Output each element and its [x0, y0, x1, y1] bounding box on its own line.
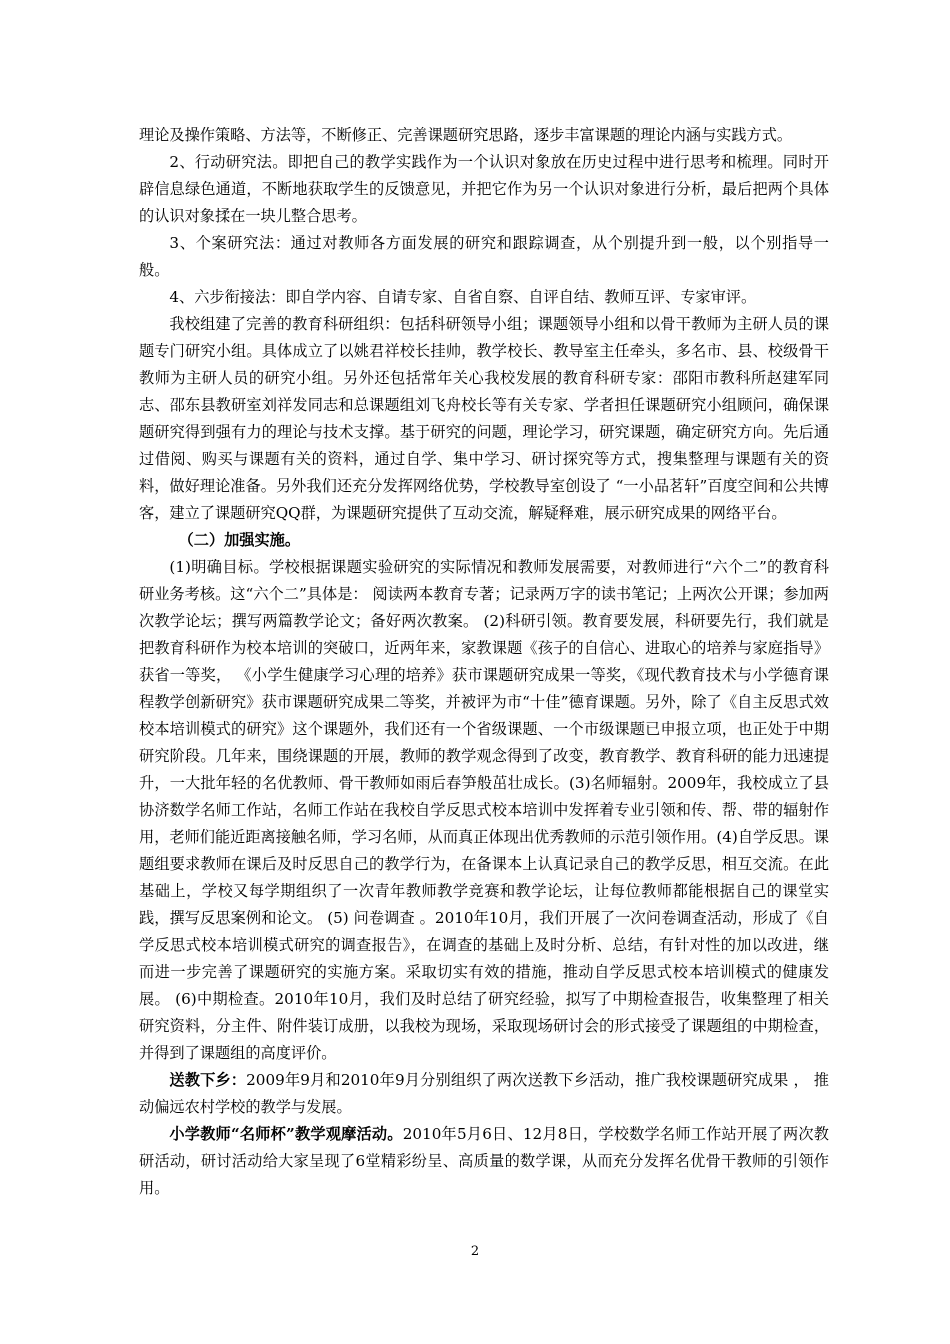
teaching-outreach-text: 2009年9月和2010年9月分别组织了两次送教下乡活动，推广我校课题研究成果 ， 推动偏远农村学校的教学与发展。: [139, 1071, 829, 1116]
paragraph-action-research: 2、行动研究法。即把自己的教学实践作为一个认识对象放在历史过程中进行思考和梳理。同时开辟信息绿色通道，不断地获取学生的反馈意见，并把它作为另一个认识对象进行分析，最后把两个具体的认识对象揉在一块儿整合思考。: [139, 153, 829, 225]
paragraph-research-theory-continuation: 理论及操作策略、方法等，不断修正、完善课题研究思路，逐步丰富课题的理论内涵与实践方式。: [139, 126, 793, 144]
paragraph-master-teacher-cup: [139, 1121, 829, 1202]
document-body: [139, 122, 829, 1202]
section-heading-implementation: （二）加强实施。: [178, 531, 301, 549]
teaching-outreach-label: 送教下乡：: [169, 1071, 247, 1089]
page-number: 2: [470, 1244, 480, 1259]
paragraph-six-step: 4、六步衔接法：即自学内容、自请专家、自省自察、自评自结、教师互评、专家审评。: [169, 288, 757, 306]
master-teacher-cup-text: 2010年5月6日、12月8日，学校数学名师工作站开展了两次教研活动，研讨活动给大家呈现了6堂精彩纷呈、高质量的数学课，从而充分发挥名优骨干教师的引领作用。: [139, 1125, 829, 1197]
paragraph-teaching-outreach: [139, 1067, 829, 1121]
paragraph-research-organization: 我校组建了完善的教育科研组织：包括科研领导小组；课题领导小组和以骨干教师为主研人员的课题专门研究小组。具体成立了以姚君祥校长挂帅，教学校长、教导室主任牵头，多名市、县、校级骨干教师为主研人员的研究小组。另外还包括常年关心我校发展的教育科研专家：邵阳市教科所赵建军同志、邵东县教研室刘祥发同志和总课题组刘飞舟校长等有关专家、学者担任课题研究小组顾问，确保课题研究得到强有力的理论与技术支撑。基于研究的问题，理论学习，研究课题，确定研究方向。先后通过借阅、购买与课题有关的资料，通过自学、集中学习、研讨探究等方式，搜集整理与课题有关的资料，做好理论准备。另外我们还充分发挥网络优势，学校教导室创设了 “一小品茗轩”百度空间和公共博客，建立了课题研究QQ群，为课题研究提供了互动交流，解疑释难，展示研究成果的网络平台。: [139, 315, 829, 522]
paragraph-implementation-details: (1)明确目标。学校根据课题实验研究的实际情况和教师发展需要，对教师进行“六个二”的教育科研业务考核。这“六个二”具体是： 阅读两本教育专著；记录两万字的读书笔记；上两次公开课；参加两次教学论坛；撰写两篇教学论文；备好两次教案。 (2)科研引领。教育要发展，科研要先行，我们就是把教育科研作为校本培训的突破口，近两年来，家教课题《孩子的自信心、进取心的培养与家庭指导》获省一等奖， 《小学生健康学习心理的培养》获市课题研究成果一等奖，《现代教育技术与小学德育课程教学创新研究》获市课题研究成果二等奖，并被评为市“十佳”德育课题。另外，除了《自主反思式效校本培训模式的研究》这个课题外，我们还有一个省级课题、一个市级课题已申报立项，也正处于中期研究阶段。几年来，围绕课题的开展，教师的教学观念得到了改变，教育教学、教育科研的能力迅速提升，一大批年轻的名优教师、骨干教师如雨后春笋般茁壮成长。(3)名师辐射。2009年，我校成立了县协济数学名师工作站，名师工作站在我校自学反思式校本培训中发挥着专业引领和传、帮、带的辐射作用，老师们能近距离接触名师，学习名师，从而真正体现出优秀教师的示范引领作用。(4)自学反思。课题组要求教师在课后及时反思自己的教学行为，在备课本上认真记录自己的教学反思，相互交流。在此基础上，学校又每学期组织了一次青年教师教学竞赛和教学论坛，让每位教师都能根据自己的课堂实践，撰写反思案例和论文。 (5) 问卷调查 。2010年10月，我们开展了一次问卷调查活动，形成了《自学反思式校本培训模式研究的调查报告》，在调查的基础上及时分析、总结，有针对性的加以改进，继而进一步完善了课题研究的实施方案。采取切实有效的措施，推动自学反思式校本培训模式的健康发展。 (6)中期检查。2010年10月，我们及时总结了研究经验，拟写了中期检查报告，收集整理了相关研究资料，分主件、附件装订成册，以我校为现场，采取现场研讨会的形式接受了课题组的中期检查，并得到了课题组的高度评价。: [139, 558, 829, 1062]
paragraph-case-study: 3、个案研究法：通过对教师各方面发展的研究和跟踪调查，从个别提升到一般，以个别指导一般。: [139, 234, 829, 279]
master-teacher-cup-label: 小学教师“名师杯”教学观摩活动。: [169, 1125, 403, 1143]
